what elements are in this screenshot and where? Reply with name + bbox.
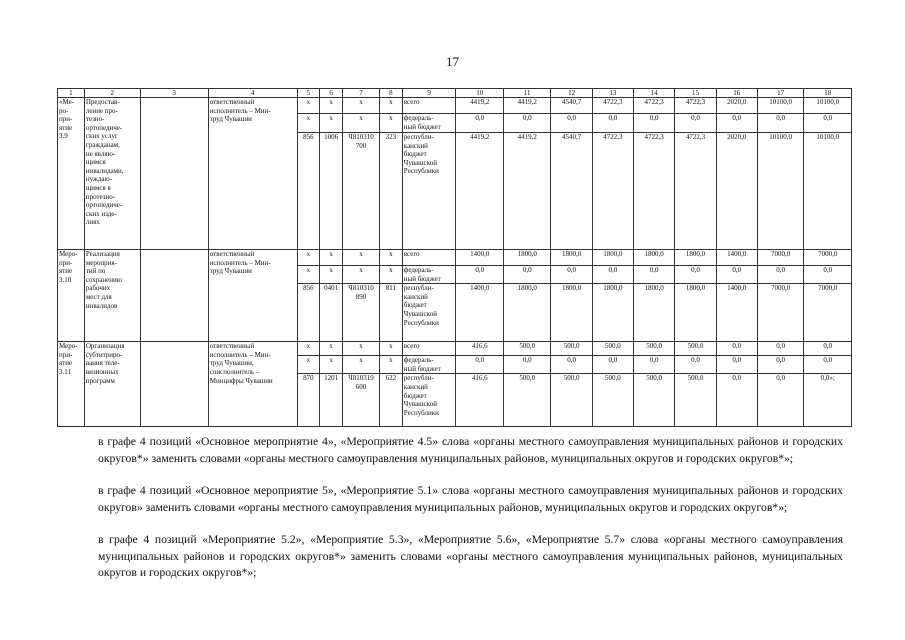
code-cell: х — [297, 250, 320, 266]
code-cell: х — [320, 98, 343, 114]
amount-cell: 1400,0 — [716, 250, 757, 266]
column-number: 16 — [716, 89, 757, 98]
funding-source: федераль- ный бюджет — [402, 114, 456, 133]
amount-cell: 1800,0 — [551, 250, 592, 266]
amount-cell: 0,0 — [675, 114, 716, 133]
amount-cell: 4722,3 — [634, 98, 675, 114]
executor-cell: ответственный исполнитель – Мин- труд Чувашии — [208, 250, 297, 342]
code-cell: х — [320, 114, 343, 133]
table-row — [58, 342, 852, 356]
amount-cell: 0,0 — [716, 374, 757, 427]
amount-cell: 4722,3 — [675, 133, 716, 250]
activity-code: Меро- при- ятие 3.11 — [58, 342, 85, 427]
amount-cell: 0,0 — [503, 114, 550, 133]
amount-cell: 0,0 — [716, 266, 757, 284]
empty-cell — [140, 98, 208, 250]
empty-cell — [140, 250, 208, 342]
code-cell: 622 — [380, 374, 403, 427]
amount-cell: 500,0 — [634, 342, 675, 356]
amount-cell: 0,0 — [757, 114, 803, 133]
amount-cell: 1800,0 — [592, 284, 633, 342]
amount-cell: 2020,0 — [716, 98, 757, 114]
amount-cell: 0,0 — [634, 356, 675, 374]
amount-cell: 0,0 — [804, 356, 852, 374]
amount-cell: 416,6 — [456, 374, 503, 427]
amount-cell: 1800,0 — [503, 284, 550, 342]
column-number: 3 — [140, 89, 208, 98]
code-cell: 856 — [297, 284, 320, 342]
amount-cell: 10100,0 — [804, 133, 852, 250]
code-cell: х — [297, 356, 320, 374]
column-number-row — [58, 89, 852, 98]
code-cell: х — [342, 356, 379, 374]
amount-cell: 0,0 — [551, 114, 592, 133]
amount-cell: 0,0 — [503, 266, 550, 284]
program-table — [57, 88, 852, 427]
amount-cell: 4722,3 — [592, 133, 633, 250]
amount-cell: 500,0 — [675, 374, 716, 427]
column-number: 4 — [208, 89, 297, 98]
code-cell: х — [380, 114, 403, 133]
amount-cell: 4722,3 — [592, 98, 633, 114]
amount-cell: 4540,7 — [551, 98, 592, 114]
code-cell: Ч810310 890 — [342, 284, 379, 342]
code-cell: х — [342, 98, 379, 114]
table-row — [58, 250, 852, 266]
column-number: 10 — [456, 89, 503, 98]
amount-cell: 4419,2 — [503, 98, 550, 114]
column-number: 11 — [503, 89, 550, 98]
amount-cell: 7000,0 — [804, 284, 852, 342]
column-number: 9 — [402, 89, 456, 98]
activity-name: Реализация мероприя- тий по сохранению рабочих мест для инвалидов — [84, 250, 140, 342]
column-number: 13 — [592, 89, 633, 98]
amount-cell: 1800,0 — [503, 250, 550, 266]
activity-code: Меро- при- ятие 3.10 — [58, 250, 85, 342]
amount-cell: 1400,0 — [456, 284, 503, 342]
amount-cell: 0,0 — [634, 114, 675, 133]
activity-code: «Ме- ро- при- ятие 3.9 — [58, 98, 85, 250]
amount-cell: 1800,0 — [634, 250, 675, 266]
code-cell: 1201 — [320, 374, 343, 427]
amount-cell: 4419,2 — [456, 98, 503, 114]
amount-cell: 0,0 — [456, 356, 503, 374]
amount-cell: 500,0 — [503, 342, 550, 356]
code-cell: Ч810310 700 — [342, 133, 379, 250]
funding-source: федераль- ный бюджет — [402, 266, 456, 284]
column-number: 17 — [757, 89, 803, 98]
column-number: 7 — [342, 89, 379, 98]
code-cell: х — [380, 98, 403, 114]
code-cell: х — [342, 342, 379, 356]
executor-cell: ответственный исполнитель – Мин- труд Чувашии — [208, 98, 297, 250]
amount-cell: 0,0 — [804, 266, 852, 284]
code-cell: Ч810319 600 — [342, 374, 379, 427]
amount-cell: 416,6 — [456, 342, 503, 356]
amount-cell: 0,0 — [716, 356, 757, 374]
code-cell: 0401 — [320, 284, 343, 342]
code-cell: х — [297, 342, 320, 356]
amount-cell: 1400,0 — [456, 250, 503, 266]
amount-cell: 0,0 — [456, 266, 503, 284]
amendment-paragraph-3: в графе 4 позиций «Мероприятие 5.2», «Мероприятие 5.3», «Мероприятие 5.6», «Мероприятие 5.7» слова «органы местного самоуправления муниципальных районов и городских округов*» заменить словами «органы местного самоуправления муниципальных районов, муниципальных округов и городских округов*»; — [98, 533, 843, 579]
amount-cell: 1800,0 — [675, 284, 716, 342]
amount-cell: 500,0 — [592, 374, 633, 427]
code-cell: х — [380, 250, 403, 266]
column-number: 12 — [551, 89, 592, 98]
page-number: 17 — [446, 54, 459, 69]
amount-cell: 0,0 — [551, 356, 592, 374]
code-cell: х — [297, 98, 320, 114]
column-number: 5 — [297, 89, 320, 98]
amount-cell: 0,0 — [757, 266, 803, 284]
amount-cell: 500,0 — [634, 374, 675, 427]
amount-cell: 500,0 — [675, 342, 716, 356]
column-number: 8 — [380, 89, 403, 98]
column-number: 2 — [84, 89, 140, 98]
amount-cell: 0,0 — [757, 356, 803, 374]
code-cell: х — [380, 266, 403, 284]
amount-cell: 10100,0 — [757, 133, 803, 250]
activity-name: Предостав- ление про- тезно- ортопедиче- ских услуг гражданам, не являю- щимся инвалидами, нуждаю- щимся в протезно- ортопедиче- ских изде- лиях — [84, 98, 140, 250]
funding-source: республи- канский бюджет Чувашской Республики — [402, 374, 456, 427]
amount-cell: 0,0 — [757, 374, 803, 427]
amount-cell: 2020,0 — [716, 133, 757, 250]
code-cell: х — [380, 342, 403, 356]
funding-source: всего — [402, 98, 456, 114]
column-number: 14 — [634, 89, 675, 98]
amount-cell: 0,0 — [716, 114, 757, 133]
amount-cell: 7000,0 — [757, 284, 803, 342]
amount-cell: 7000,0 — [804, 250, 852, 266]
code-cell: 323 — [380, 133, 403, 250]
amount-cell: 1800,0 — [675, 250, 716, 266]
amount-cell: 500,0 — [592, 342, 633, 356]
empty-cell — [140, 342, 208, 427]
amount-cell: 500,0 — [551, 342, 592, 356]
amount-cell: 500,0 — [503, 374, 550, 427]
amount-cell: 500,0 — [551, 374, 592, 427]
code-cell: 870 — [297, 374, 320, 427]
amount-cell: 10100,0 — [804, 98, 852, 114]
table-row — [58, 98, 852, 114]
amount-cell: 0,0 — [456, 114, 503, 133]
code-cell: 1006 — [320, 133, 343, 250]
amount-cell: 0,0 — [675, 266, 716, 284]
amount-cell: 1400,0 — [716, 284, 757, 342]
amount-cell: 1800,0 — [551, 284, 592, 342]
column-number: 6 — [320, 89, 343, 98]
amount-cell: 0,0 — [804, 114, 852, 133]
amount-cell: 0,0 — [634, 266, 675, 284]
column-number: 15 — [675, 89, 716, 98]
code-cell: х — [320, 342, 343, 356]
code-cell: х — [342, 114, 379, 133]
executor-cell: ответственный исполнитель – Мин- труд Чувашии, соисполнитель – Минцифры Чувашии — [208, 342, 297, 427]
code-cell: х — [297, 266, 320, 284]
amount-cell: 4722,3 — [634, 133, 675, 250]
code-cell: х — [342, 266, 379, 284]
amount-cell: 0,0 — [592, 266, 633, 284]
amount-cell: 10100,0 — [757, 98, 803, 114]
code-cell: х — [342, 250, 379, 266]
amendment-paragraph-1: в графе 4 позиций «Основное мероприятие 4», «Мероприятие 4.5» слова «органы местного самоуправления муниципальных районов и городских округов*» заменить словами «органы местного самоуправления муниципальных районов, муниципальных округов и городских округов*»; — [98, 435, 843, 465]
code-cell: х — [297, 114, 320, 133]
amount-cell: 0,0»; — [804, 374, 852, 427]
code-cell: х — [320, 250, 343, 266]
code-cell: х — [320, 356, 343, 374]
amount-cell: 4419,2 — [456, 133, 503, 250]
amount-cell: 0,0 — [716, 342, 757, 356]
code-cell: 856 — [297, 133, 320, 250]
amount-cell: 0,0 — [551, 266, 592, 284]
amount-cell: 0,0 — [675, 356, 716, 374]
funding-source: федераль- ный бюджет — [402, 356, 456, 374]
funding-source: республи- канский бюджет Чувашской Республики — [402, 133, 456, 250]
funding-source: всего — [402, 342, 456, 356]
amount-cell: 0,0 — [804, 342, 852, 356]
amount-cell: 4722,3 — [675, 98, 716, 114]
amendment-paragraph-2: в графе 4 позиций «Основное мероприятие 5», «Мероприятие 5.1» слова «органы местного самоуправления муниципальных районов и городских округов» заменить словами «органы местного самоуправления муниципальных районов, муниципальных округов и городских округов*»; — [98, 484, 843, 514]
amount-cell: 4419,2 — [503, 133, 550, 250]
amount-cell: 4540,7 — [551, 133, 592, 250]
amount-cell: 0,0 — [757, 342, 803, 356]
code-cell: х — [380, 356, 403, 374]
column-number: 1 — [58, 89, 85, 98]
column-number: 18 — [804, 89, 852, 98]
activity-name: Организация субтитриро- вания теле- визионных программ — [84, 342, 140, 427]
amount-cell: 1800,0 — [592, 250, 633, 266]
code-cell: 811 — [380, 284, 403, 342]
funding-source: республи- канский бюджет Чувашской Республики — [402, 284, 456, 342]
amount-cell: 0,0 — [503, 356, 550, 374]
amount-cell: 1800,0 — [634, 284, 675, 342]
amount-cell: 0,0 — [592, 356, 633, 374]
amount-cell: 7000,0 — [757, 250, 803, 266]
funding-source: всего — [402, 250, 456, 266]
amount-cell: 0,0 — [592, 114, 633, 133]
code-cell: х — [320, 266, 343, 284]
